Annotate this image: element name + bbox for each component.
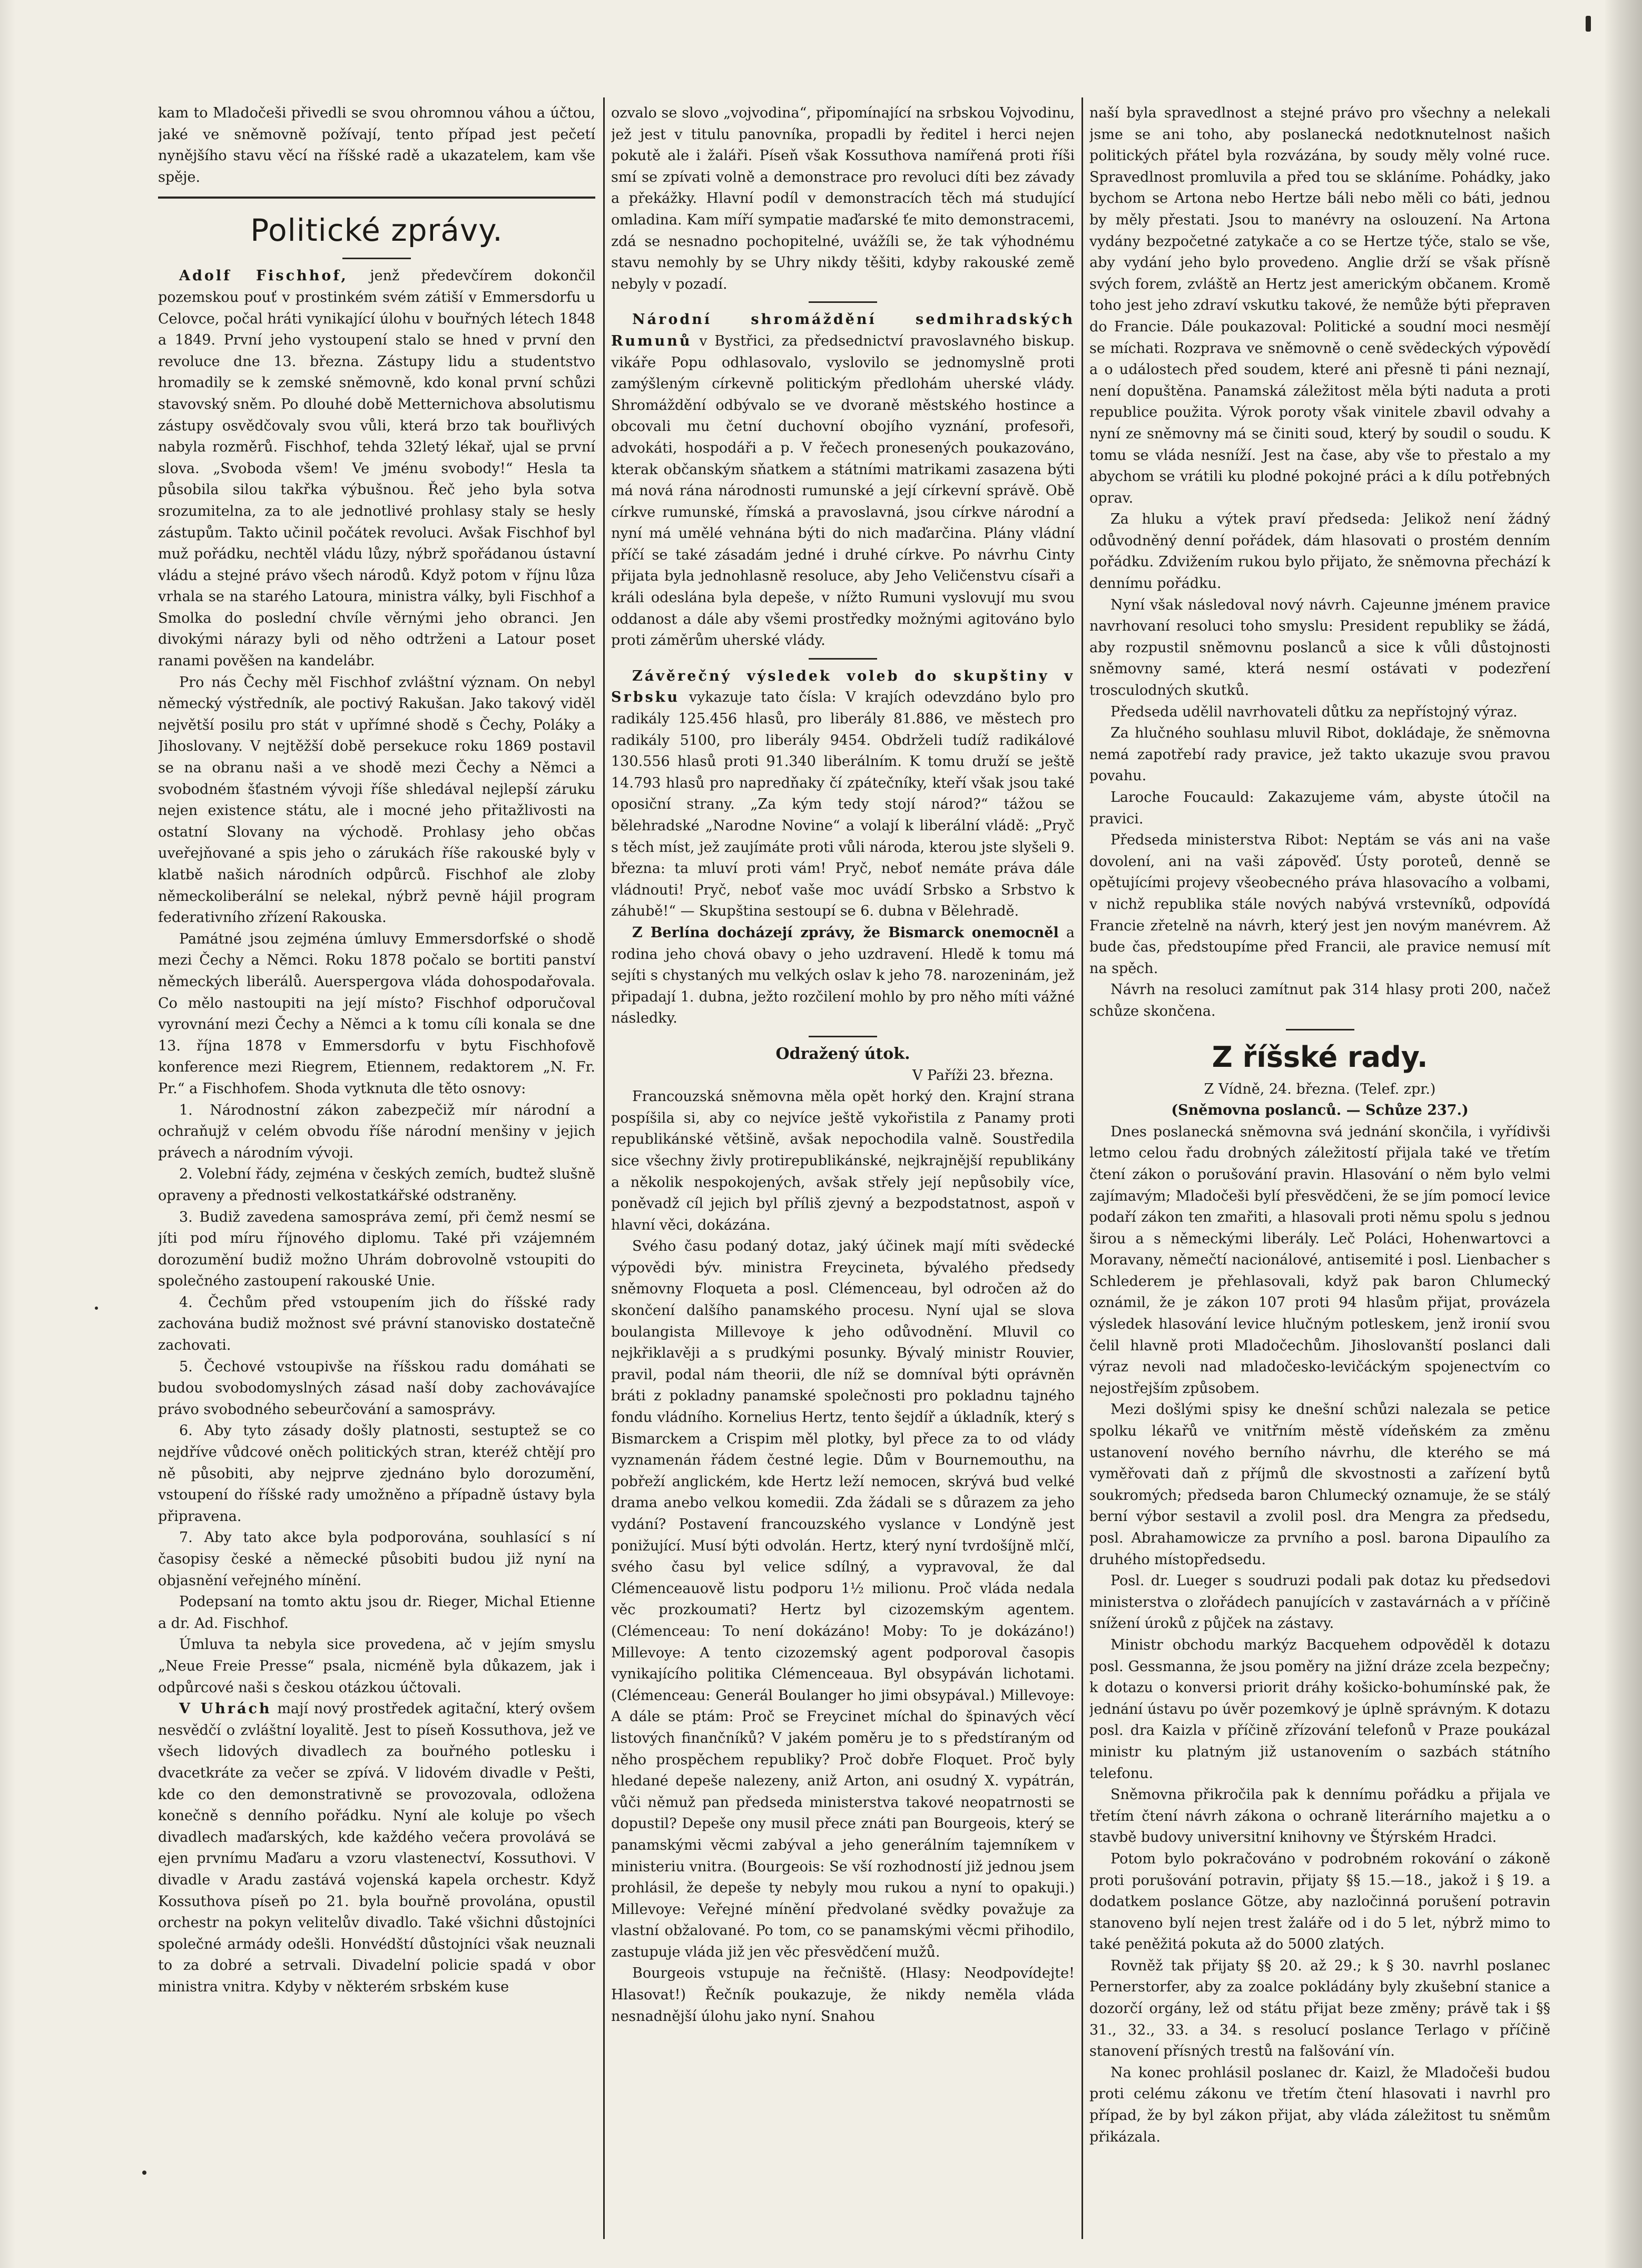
separator [342,258,411,259]
separator [1286,1029,1354,1030]
bismarck-paragraph [611,922,1075,1029]
paragraph: Nyní však následoval nový návrh. Cajeunne jménem pravice navrhovaní resoluci toho smyslu: President republiky se žádá, aby rozpustil sněmovnu poslanců a sice k vůli důstojnosti sněmovny samé, která nesmí ostávati v podezření trosculodných skutků. [1089,596,1550,699]
list-item: 3. Budiž zavedena samospráva zemí, při čemž nesmí se jíti pod míru říjnového diplomu. Také při vzájemném dorozumění budiž možno Uhrám dobrovolně vstoupiti do společného zastoupení rakouské Unie. [158,1209,595,1290]
lead-bismarck: Z Berlína docházejí zprávy, že Bismarck onemocněl [632,924,1059,941]
list-item: 2. Volební řády, zejména v českých zemích, budtež slušně opraveny a přednosti velkostatkářské odstraněny. [158,1166,595,1204]
lead-srbsko: Závěrečný výsledek voleb do skupštiny v Srbsku [611,667,1075,706]
rumuni-paragraph [611,309,1075,652]
paragraph: Ministr obchodu markýz Bacquehem odpověděl k dotazu posl. Gessmanna, že jsou poměry na jižní dráze zcela bezpečny; k dotazu o konversi priorit dráhy košicko-bohumínské pak, že jednání ústavu po úvěr pozemkový je úplně správným. K dotazu posl. dra Kaizla v příčině zřízování telefonů v Praze poukázal ministr ku platným již ustanovením o sazbách státního telefonu. [1089,1636,1550,1782]
column-rule-1 [603,97,605,2239]
ink-fleck [95,1307,98,1310]
separator [809,301,877,303]
paragraph: Na konec prohlásil poslanec dr. Kaizl, že Mladočeši budou proti celému zákonu ve třetím čtení hlasovati i navrhl pro případ, že by byl zákon přijat, aby vláda záležitost tu sněmům přikázala. [1089,2064,1550,2145]
ink-fleck [1586,16,1591,32]
list-item: 4. Čechům před vstoupením jich do říšské rady zachována budiž možnost své právní stanovisko dostatečně zachovati. [158,1294,595,1354]
paragraph-text: mají nový prostředek agitační, který ovšem nesvědčí o zvláštní loyalitě. Jest to píseň Kossuthova, jež ve všech lidových divadlech za bouřného potlesku i dvacetkráte za večer se zpívá. V lidovém divadle v Pešti, kde co den demonstrativně se provozovala, odložena konečně s denního pořádku. Nyní ale koluje po všech divadlech maďarských, kde každého večera provolává se ejen prvnímu Maďaru a vzoru vlastenectví, Kossuthovi. V divadle v Aradu zastává vojenská kapela orchestr. Když Kossuthova píseň po 21. byla bouřně provolána, opustil orchestr na pokyn velitelův divadlo. Také všichni důstojníci společné armády odešli. Honvédští důstojníci však neuznali to za dobré a setrvali. Divadelní policie spadá v obor ministra vnitra. Kdyby v některém srbském kuse [158,1701,595,1995]
paragraph: Pro nás Čechy měl Fischhof zvláštní význam. On nebyl německý výstředník, ale poctivý Rakušan. Jako takový viděl největší posilu pro stát v upřímné shodě s Čechy, Poláky a Jihoslovany. V nejtěžší době persekuce roku 1869 postavil se na obranu naši a ve shodě mezi Čechy a Němci a svobodném šťastném vývoji říše shledával nejlepší záruku nejen existence státu, ale i mocné jeho přitažlivosti na ostatní Slovany na východě. Prohlasy jeho občas uveřejňované a spis jeho o zárukách říše rakouské byly v klatbě našich národních odpůrců. Fischhof ale zloby německoliberální se nelekal, nýbrž pevně hájil program federativního zřízení Rakouska. [158,674,595,926]
paragraph: ozvalo se slovo „vojvodina“, připomínající na srbskou Vojvodinu, jež jest v titulu panovníka, propadli by ředitel i herci nejen pokutě ale i žaláři. Píseň však Kossuthova namířená proti říši smí se zpívati volně a demonstrace pro revoluci díti bez závady a překážky. Hlavní podíl v demonstracích těch má studující omladina. Kam míří sympatie maďarské ťe mito demonstracemi, zdá se nesnadno pochopitelné, uvážíli se, že tak výhodnému stavu nemohly by se Uhry nikdy těšiti, kdyby rakouské země nebyly v pozadí. [611,105,1075,292]
column-3 [1089,103,1550,2236]
paragraph: Památné jsou zejména úmluvy Emmersdorfské o shodě mezi Čechy a Němci. Roku 1878 počalo se bortiti panství německých liberálů. Auerspergova vláda dohospodařovala. Co mělo nastoupiti na její místo? Fischhof odporučoval vyrovnání mezi Čechy a Němci a k tomu cíli konala se dne 13. října 1878 v Emmersdorfu v bytu Fischhofově konference mezi Riegrem, Etiennem, redaktorem „N. Fr. Pr.“ a Fischhofem. Shoda vytknuta dle těto osnovy: [158,930,595,1097]
session-heading: (Sněmovna poslanců. — Schůze 237.) [1171,1102,1469,1119]
paragraph: Bourgeois vstupuje na řečniště. (Hlasy: Neodpovídejte! Hlasovat!) Řečník poukazuje, že nikdy neměla vláda nesnadnější úlohu jako nyní. Snahou [611,1965,1075,2025]
paragraph: Návrh na resoluci zamítnut pak 314 hlasy proti 200, načež schůze skončena. [1089,981,1550,1019]
paragraph: Předseda udělil navrhovateli důtku za nepřístojný výraz. [1110,703,1518,720]
paragraph: Francouzská sněmovna měla opět horký den. Krajní strana pospíšila si, aby co nejvíce ještě vykořistila z Panamy proti republikánské většině, avšak nepochodila valně. Soustředila sice všechny živly protirepublikánské, nejkrajnější republikány a několik nespokojených, avšak střely její nepůsobily více, poněvadž cíl jejich byl příliš zjevný a bezpodstatnost, aspoň v hlavní věci, dokázána. [611,1088,1075,1233]
intro-paragraph: kam to Mladočeši přivedli se svou ohromnou váhou a účtou, jaké ve sněmovně požívají, tento případ jest pečetí nynějšího stavu věcí na říšské radě a ukazatelem, kam vše spěje. [158,105,595,185]
lead-rumuni: Národní shromáždění sedmihradských Rumunů [611,311,1075,349]
paragraph: Za hlučného souhlasu mluvil Ribot, dokládaje, že sněmovna nemá zapotřebí rady pravice, jež takto ukazuje svou pravou povahu. [1089,725,1550,784]
paragraph-text: a rodina jeho chová obavy o jeho uzdravení. Hledě k tomu má sejíti s chystaných mu velkých oslav k jeho 78. narozeninám, jež připadají 1. dubna, ježto rozčilení mohlo by pro něho míti vážné následky. [611,924,1075,1027]
paragraph-text: vykazuje tato čísla: V krajích odevzdáno bylo pro radikály 125.456 hlasů, pro liberály 81.886, ve městech pro radikály 5100, pro liberály 9454. Obdrželi tudíž radikálové 130.556 hlasů proti 91.340 liberálním. K tomu druží se ještě 14.793 hlasů pro napredňaky čí zpátečníky, kteří však jsou také oposiční strany. „Za kým tedy stojí národ?“ tážou se bělehradské „Narodne Novine“ a volají k liberální vládě: „Pryč s těch míst, jež zaujímáte proti vůli národa, kterou jste slyšeli 9. března: ta mluví proti vám! Pryč, neboť nemáte práva dále vládnouti! Pryč, neboť vaše moc uvádí Srbsko a Srbstvo k záhubě!“ — Skupština sestoupí se 6. dubna v Bělehradě. [611,689,1075,920]
paragraph-text: jenž předevčírem dokončil pozemskou pouť v prostinkém svém zátiší v Emmersdorfu u Celovce, počal hráti vynikající úlohu v bouřných létech 1848 a 1849. První jeho vystoupení stalo se hned v první den revoluce dne 13. března. Zástupy lidu a studentstvo hromadily se k zemské sněmovně, kdo konal první schůzi stavovský sněm. Po dlouhé době Metternichova absolutismu zástupy osvědčovaly svou vůli, která brzo tak bouřlivých nabyla rozměrů. Fischhof, tehda 32letý lékař, ujal se první slova. „Svoboda všem! Ve jménu svobody!“ Hesla ta působila silou takřka výbušnou. Řeč jeho byla sotva srozumitelna, za to ale jednotlivé prohlasy staly se hesly zástupům. Takto učinil počátek revoluci. Avšak Fischhof byl muž pořádku, nechtěl vládu lůzy, nýbrž spořádanou ústavní vládu a stejné právo všech národů. Když potom v říjnu lůza vrhala se na starého Latoura, ministra války, byli Fischhof a Smolka do poslední chvíle věrnými jeho obranci. Jen divokými nárazy byli od něho odtrženi a Latour poset ranami pověšen na kandelábr. [158,268,595,670]
paragraph: Dnes poslanecká sněmovna svá jednání skončila, i vyřídivši letmo celou řadu drobných záležitostí přijala také ve třetím čtení zákon o porušování pravin. Hlasování o něm bylo velmi zajímavým; Mladočeši bylí přesvědčeni, že se jím pomocí levice podaří zákon ten zmařiti, a hlasovali proti němu spolu s jednou širou a s německými liberály. Leč Poláci, Hohenwartovci a Moravany, němečtí nacionálové, antisemité i posl. Lienbacher s Schlederem je přehlasovali, když pak baron Chlumecký oznámil, že je zákon 107 proti 94 hlasům přijat, provázela výsledek hlasování levice hlučným potleskem, jenž ironií svou čelil hlavně proti Mladočechům. Jihoslovanští poslanci dali výraz nevoli nad mladočesko-levičáckým spojenectvím co nejostřejším způsobem. [1089,1123,1550,1397]
page-right-edge [1605,0,1642,2268]
paragraph: Posl. dr. Lueger s soudruzi podali pak dotaz ku předsedovi ministerstva o zlořádech panujících v zastavárnách a v příčině snížení úroků z půjček na zástavy. [1089,1573,1550,1632]
paragraph: Úmluva ta nebyla sice provedena, ač v jejím smyslu „Neue Freie Presse“ psala, nicméně byla důkazem, jak i odpůrcové naši s českou otázkou účtovali. [158,1636,595,1696]
paragraph-text: v Bystřici, za předsednictví pravoslavného biskup. vikáře Popu odhlasovalo, vyslovilo se jednomyslně proti zamýšleným církevně politickým předlohám uherské vlády. Shromáždění odbývalo se ve dvoraně městského hostince a obcovali mu četní duchovní obojího vyznání, profesoři, advokáti, hospodáři a p. V řečech pronesených poukazováno, kterak občanským sňatkem a státními matrikami zasazena býti má nová rána národnosti rumunské a její církevní správě. Obě církve rumunské, římská a pravoslavná, jsou církve národní a nyní má umělé vehnána býti do nich maďarčina. Plány vládní příčí se také zásadám jedné i druhé církve. Po návrhu Cinty přijata byla jednohlasně resoluce, aby Jeho Veličenstvu císaři a králi odeslána byla depeše, v nížto Rumuni vyslovují mu svou oddanost a dále aby všemi prostředky možnými agitováno bylo proti záměrům uherské vlády. [611,332,1075,649]
lead-fischhof: Adolf Fischhof, [179,268,348,284]
ink-fleck [142,2171,146,2175]
subhead-odrazeny-utok: Odražený útok. [775,1044,910,1063]
separator [809,1036,877,1037]
list-item: 6. Aby tyto zásady došly platnosti, sestuptež se co nejdříve vůdcové oněch politických stran, kteréž chtějí pro ně působiti, aby nejprve zjednáno bylo dorozumění, vstoupení do říšské rady umožněno a případně ústavy byla připravena. [158,1422,595,1525]
paragraph: Sněmovna přikročila pak k dennímu pořádku a přijala ve třetím čtení návrh zákona o ochraně literárního majetku a o stavbě budovy universitní knihovny ve Štýrském Hradci. [1089,1786,1550,1846]
dateline-viden: Z Vídně, 24. března. (Telef. zpr.) [1204,1081,1436,1097]
paragraph: Svého času podaný dotaz, jaký účinek mají míti svědecké výpovědi býv. ministra Freycineta, bývalého předsedy sněmovny Floqueta a posl. Clémenceau, byl odročen až do skončení dalšího panamského procesu. Nyní ujal se slova boulangista Millevoye k jeho odůvodnění. Mluvil co nejkřiklavěji a s prudkými posunky. Bývalý ministr Rouvier, pravil, podal nám theorii, dle níž se domníval býti oprávněn bráti z pokladny panamské společnosti pro pokladnu tajného fondu vládního. Kornelius Hertz, tento šejdíř a úkladník, který s Bismarckem a Crispim měl plotky, byl přece za to od vlády vyznamenán řádem čestné legie. Dům v Bournemouthu, na pobřeží anglickém, kde Hertz leží nemocen, skrývá bud velké drama anebo velkou komedii. Zda žádali se s důrazem za jeho vydání? Postavení francouzského vyslance v Londýně jest ponižující. Musí býti odvolán. Hertz, který nyní tvrdošíjně mlčí, svého času byl velice sdílný, a vypravoval, že dal Clémenceauově listu podporu 1½ milionu. Proč vláda nedala věc prozkoumati? Hertz byl cizozemským agentem. (Clémenceau: To není dokázáno! Moby: To je dokázáno!) Millevoye: A tento cizozemský agent podporoval časopis vynikajícího politika Clémenceaua. Byl obsypáván lichotami. (Clémenceau: Generál Boulanger ho jimi obsypával.) Millevoye: A dále se ptám: Proč se Freycinet míchal do špinavých věcí listových finančníků? V jakém poměru je to s předstíraným od něho prospěchem republiky? Proč dobře Floquet. Proč byly hledané depeše nalezeny, aniž Arton, ani osudný X. vypátrán, vůči němuž pan předseda ministerstva takové neopatrnosti se dopustil? Depeše ony musil přece znáti pan Bourgeois, který se panamskými věcmi zabýval a jeho generálním tajemníkem v ministeriu vnitra. (Bourgeois: Se vší rozhodností již jednou jsem prohlásil, že depeše ty nebyly mou rukou a nyní to opakuji.) Millevoye: Veřejné mínění předvolané svědky považuje za vlastní obžalované. Po tom, co se panamskými věcmi přihodilo, zastupuje vláda již jen věc přesvědčení mužů. [611,1238,1075,1960]
separator [809,658,877,660]
column-1 [158,103,595,2236]
page-left-edge [0,0,16,2268]
uhrach-paragraph [158,1698,595,1998]
fischhof-paragraph [158,266,595,672]
section-title-z-risske-rady: Z říšské rady. [1212,1040,1428,1074]
list-item: 1. Národnostní zákon zabezpečiž mír národní a ochraňujž v celém obvodu říše národní menšiny v jejich právech a národním vývoji. [158,1102,595,1161]
lead-uhrach: V Uhrách [179,1701,272,1717]
paragraph: Laroche Foucauld: Zakazujeme vám, abyste útočil na pravici. [1089,789,1550,827]
paragraph: Předseda ministerstva Ribot: Neptám se vás ani na vaše dovolení, ani na vaši zápověď. Ústy poroteů, denně se opětujícími projevy všeobecného práva hlasovacího a volbami, v nichž republika stále nových nabývá vrstevníků, odpovídá Francie zřetelně na návrh, který jest jen novým manévrem. Až bude čas, předstoupíme před Francii, ale pravice nemusí mít na spěch. [1089,832,1550,977]
paragraph: Za hluku a výtek praví předseda: Jelikož není žádný odůvodněný denní pořádek, dám hlasovati o prostém denním pořádku. Zdvižením rukou bylo přijato, že sněmovna přechází k dennímu pořádku. [1089,511,1550,592]
paragraph: naší byla spravedlnost a stejné právo pro všechny a nelekali jsme se ani toho, aby poslanecká nedotknutelnost našich politických přátel byla rozvázána, by soudy měly volné ruce. Spravedlnost promluvila a před tou se skláníme. Pohádky, jako bychom se Artona nebo Hertze báli nebo měli co báti, jednou by měly přestati. Jsou to manévry na oslouzení. Na Artona vydány bezpočetné zatykače a co se Hertze týče, stalo se vše, aby vydání jeho bylo provedeno. Anglie drží se však přísně svých forem, zvláště an Hertz jest americkým občanem. Kromě toho jest jeho zdraví vskutku takové, že nemůže býti přepraven do Francie. Dále poukazoval: Politické a soudní moci nesmějí se míchati. Rozprava ve sněmovně o ceně svědeckých výpovědí a o událostech před soudem, které ani přesně ti páni neznají, není dopuštěna. Panamská záležitost měla býti naduta a proti republice použita. Výrok poroty však vinitele zbavil odvahy a nyní ze sněmovny má se činiti soud, který by soudil o soudu. K tomu se vláda nesníží. Jest na čase, aby vše to přestalo a my abychom se vrátili ku plodné pokojné práci a k dílu potřebných oprav. [1089,105,1550,506]
list-item: 7. Aby tato akce byla podporována, souhlasící s ní časopisy české a německé působiti budou již nyní na objasnění veřejného mínění. [158,1529,595,1589]
column-rule-2 [1081,97,1083,2239]
section-title-politicke-zpravy: Politické zprávy. [250,212,503,249]
paragraph: Podepsaní na tomto aktu jsou dr. Rieger, Michal Etienne a dr. Ad. Fischhof. [158,1594,595,1632]
paragraph: Rovněž tak přijaty §§ 20. až 29.; k § 30. navrhl poslanec Pernerstorfer, aby za zoalce pokládány byly zkušební stanice a dozorčí orgány, lež od státu přijat beze změny; právě tak i §§ 31., 32., 33. a 34. s resolucí poslance Terlago v příčině stanovení přísných trestů na falšování vín. [1089,1957,1550,2060]
separator [158,197,595,199]
srbsko-paragraph [611,666,1075,922]
paragraph: Potom bylo pokračováno v podrobném rokování o zákoně proti porušování potravin, přijaty §§ 15.—18., jakož i § 19. a dodatkem poslance Götze, aby nazločinná porušení potravin stanoveno bylí nejen trest žaláře od i do 5 let, nýbrž mimo to také peněžitá pokuta až do 5000 zlatých. [1089,1850,1550,1953]
column-2 [611,103,1075,2236]
list-item: 5. Čechové vstoupivše na říšskou radu domáhati se budou svobodomyslných zásad naší doby zachovávajíce právo svobodného sebeurčování a samosprávy. [158,1358,595,1418]
paragraph: Mezi došlými spisy ke dnešní schůzi nalezala se petice spolku lékařů ve vnitřním městě vídeňském za změnu ustanovení nového berního návrhu, dle kterého se má vyměřovati daň z příjmů dle skvostnosti a zařízení bytů soukromých; předseda baron Chlumecký oznamuje, že se stálý berní výbor sestavil a zvolil posl. dra Mengra za předsedu, posl. Abrahamowicze za prvního a posl. barona Dipaulího za druhého místopředsedu. [1089,1401,1550,1568]
dateline-pariz: V Paříži 23. března. [912,1067,1054,1084]
